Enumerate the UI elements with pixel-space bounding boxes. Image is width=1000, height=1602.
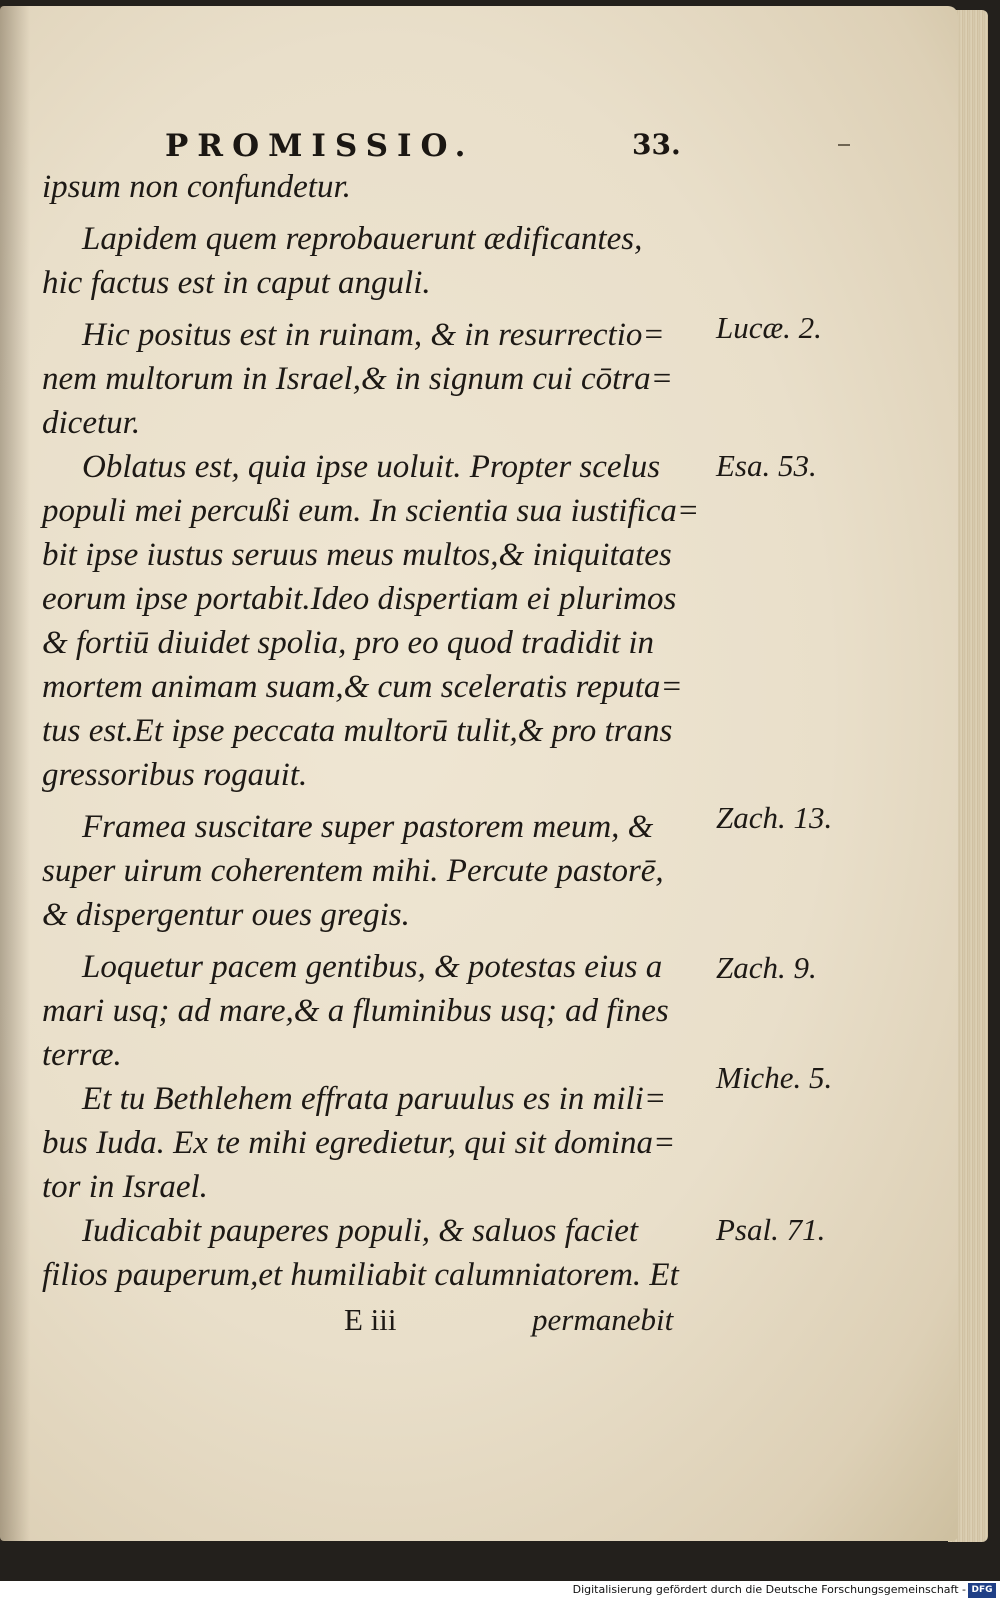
text-line: bus Iuda. Ex te mihi egredietur, qui sit domina= xyxy=(42,1125,676,1161)
text-line: bit ipse iustus seruus meus multos,& iniquitates xyxy=(42,537,672,573)
text-line: hic factus est in caput anguli. xyxy=(42,265,431,301)
signature-mark: E iii xyxy=(344,1302,397,1337)
text-line: Oblatus est, quia ipse uoluit. Propter scelus xyxy=(82,449,661,485)
margin-note: Psal. 71. xyxy=(716,1212,826,1247)
text-line: filios pauperum,et humiliabit calumniatorem. Et xyxy=(42,1257,679,1293)
margin-note: Esa. 53. xyxy=(716,448,817,483)
catchword: permanebit xyxy=(532,1302,674,1337)
text-line: Iudicabit pauperes populi, & saluos faciet xyxy=(82,1213,639,1249)
text-line: nem multorum in Israel,& in signum cui cōtra= xyxy=(42,361,673,397)
body-text xyxy=(42,165,712,1297)
text-line: gressoribus rogauit. xyxy=(42,757,308,793)
margin-note: Zach. 13. xyxy=(716,800,833,835)
text-line: mari usq; ad mare,& a fluminibus usq; ad fines xyxy=(42,993,669,1029)
text-line: dicetur. xyxy=(42,405,141,441)
text-line: Et tu Bethlehem effrata paruulus es in mili= xyxy=(82,1081,667,1117)
margin-note: Miche. 5. xyxy=(716,1060,833,1095)
text-line: Hic positus est in ruinam, & in resurrectio= xyxy=(82,317,665,353)
text-line: Loquetur pacem gentibus, & potestas eius a xyxy=(82,949,663,985)
text-line: mortem animam suam,& cum sceleratis reputa= xyxy=(42,669,683,705)
text-line: tus est.Et ipse peccata multorū tulit,& pro trans xyxy=(42,713,673,749)
running-head: PROMISSIO. xyxy=(165,128,475,164)
dfg-logo: DFG xyxy=(968,1583,996,1598)
text-line: & dispergentur oues gregis. xyxy=(42,897,410,933)
page-gutter-shadow xyxy=(0,6,30,1541)
margin-note: Zach. 9. xyxy=(716,950,817,985)
digitization-credit: Digitalisierung gefördert durch die Deutsche Forschungsgemeinschaft - xyxy=(572,1583,966,1596)
margin-tick-mark xyxy=(838,144,850,146)
text-line: eorum ipse portabit.Ideo dispertiam ei plurimos xyxy=(42,581,677,617)
page-number: 33. xyxy=(632,128,681,161)
text-line: ipsum non confundetur. xyxy=(42,169,351,205)
margin-note: Lucæ. 2. xyxy=(716,310,822,345)
text-line: & fortiū diuidet spolia, pro eo quod tradidit in xyxy=(42,625,655,661)
text-line: Framea suscitare super pastorem meum, & xyxy=(82,809,654,845)
text-line: populi mei percußi eum. In scientia sua iustifica= xyxy=(42,493,700,529)
text-line: Lapidem quem reprobauerunt ædificantes, xyxy=(82,221,643,257)
text-line: super uirum coherentem mihi. Percute pastorē, xyxy=(42,853,664,889)
text-line: terræ. xyxy=(42,1037,122,1073)
text-line: tor in Israel. xyxy=(42,1169,208,1205)
